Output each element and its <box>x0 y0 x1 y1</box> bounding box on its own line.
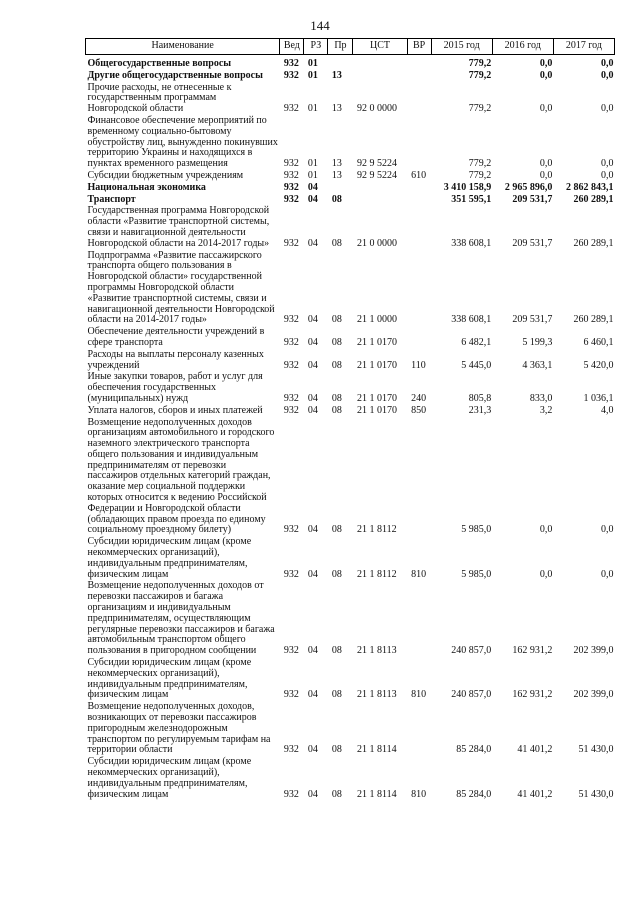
cell-2015: 779,2 <box>468 158 492 170</box>
page-number: 144 <box>310 18 330 33</box>
cell-ved: 932 <box>283 193 299 205</box>
cell-2016: 209 531,7 <box>512 237 553 249</box>
cell-name: Национальная экономика <box>87 181 206 193</box>
cell-2016: 41 401,2 <box>517 788 553 800</box>
table-row <box>86 349 615 372</box>
cell-2015: 85 284,0 <box>456 788 492 800</box>
table-row <box>86 205 615 249</box>
cell-cst: 92 9 5224 <box>356 169 397 181</box>
cell-cst: 21 1 0000 <box>356 314 397 326</box>
cell-cst <box>353 70 407 82</box>
cell-2017: 260 289,1 <box>573 193 614 205</box>
header-ved: Вед <box>280 39 304 55</box>
cell-rz: 04 <box>307 181 318 193</box>
cell-pr: 13 <box>331 103 342 115</box>
cell-2016: 162 931,2 <box>512 645 553 657</box>
cell-ved: 932 <box>283 788 299 800</box>
cell-vr: 810 <box>411 568 427 580</box>
cell-name: Иные закупки товаров, работ и услуг для обеспечения государственных (муниципальных) нужд <box>87 371 263 404</box>
cell-2017: 202 399,0 <box>573 689 614 701</box>
cell-2015: 338 608,1 <box>451 314 492 326</box>
table-row <box>86 326 615 349</box>
cell-ved: 932 <box>283 392 299 404</box>
cell-cst: 21 1 8114 <box>356 788 397 800</box>
cell-pr: 08 <box>331 359 342 371</box>
cell-2015: 338 608,1 <box>451 237 492 249</box>
cell-vr <box>407 182 431 194</box>
cell-rz: 04 <box>307 392 318 404</box>
table-row <box>86 417 615 537</box>
cell-2017: 202 399,0 <box>573 645 614 657</box>
cell-2015: 85 284,0 <box>456 744 492 756</box>
cell-ved: 932 <box>283 69 299 81</box>
header-2017: 2017 год <box>553 39 614 55</box>
cell-name: Другие общегосударственные вопросы <box>87 69 263 81</box>
cell-2016: 209 531,7 <box>512 314 553 326</box>
cell-2016: 2 965 896,0 <box>504 181 553 193</box>
cell-vr: 850 <box>411 404 427 416</box>
cell-cst: 21 1 8112 <box>356 568 397 580</box>
cell-name: Прочие расходы, не отнесенные к государственным программам Новгородской области <box>87 81 232 115</box>
cell-2017: 51 430,0 <box>578 744 614 756</box>
cell-rz: 04 <box>307 193 318 205</box>
cell-2015: 805,8 <box>468 392 492 404</box>
header-2015: 2015 год <box>431 39 492 55</box>
cell-rz: 04 <box>307 336 318 348</box>
cell-ved: 932 <box>283 645 299 657</box>
cell-2017: 0,0 <box>601 103 614 115</box>
cell-2015: 3 410 158,9 <box>443 181 492 193</box>
budget-table <box>85 38 615 800</box>
table-body <box>86 55 615 801</box>
cell-pr: 08 <box>331 788 342 800</box>
cell-pr: 08 <box>331 193 342 205</box>
cell-cst: 21 0 0000 <box>356 237 397 249</box>
cell-ved: 932 <box>283 359 299 371</box>
cell-ved: 932 <box>283 181 299 193</box>
cell-2017: 0,0 <box>601 69 614 81</box>
cell-pr: 08 <box>331 524 342 536</box>
cell-2017: 1 036,1 <box>583 392 614 404</box>
cell-name: Субсидии бюджетным учреждениям <box>87 169 244 181</box>
cell-ved: 932 <box>283 314 299 326</box>
header-name: Наименование <box>86 39 280 55</box>
cell-pr: 08 <box>331 568 342 580</box>
table-row <box>86 194 615 206</box>
cell-pr: 08 <box>331 744 342 756</box>
cell-vr <box>407 417 431 537</box>
cell-cst: 21 1 8114 <box>356 744 397 756</box>
cell-vr <box>407 115 431 170</box>
cell-ved: 932 <box>283 169 299 181</box>
table-row <box>86 536 615 580</box>
cell-rz: 01 <box>307 103 318 115</box>
cell-cst <box>353 182 407 194</box>
table-row <box>86 70 615 82</box>
table-row <box>86 371 615 404</box>
cell-cst: 21 1 8113 <box>356 689 397 701</box>
cell-2016: 0,0 <box>539 158 553 170</box>
cell-rz: 04 <box>307 524 318 536</box>
cell-rz: 01 <box>307 169 318 181</box>
header-rz: РЗ <box>304 39 328 55</box>
cell-2015: 5 445,0 <box>461 359 492 371</box>
cell-2017: 0,0 <box>601 169 614 181</box>
cell-rz: 04 <box>307 645 318 657</box>
cell-name: Возмещение недополученных доходов от перевозки пассажиров и багажа организациям и индивидуальным предпринимателям, осуществляющим регулярные перевозки пассажиров и багажа автомобильным транспортом общего пользования в пригородном сообщении <box>87 580 275 657</box>
cell-vr <box>407 701 431 756</box>
cell-ved: 932 <box>283 158 299 170</box>
cell-name: Возмещение недополученных доходов организациям автомобильного и городского наземного электрического транспорта общего пользования и индивидуальным предпринимателям от перевозки пассажиров отдельных категорий граждан, оказание мер социальной поддержки которых относится к ведению Российской Федерации и Новгородской области (обладающих правом проезда по единому социальному проездному билету) <box>87 416 275 536</box>
cell-2016: 5 199,3 <box>522 336 553 348</box>
table-row <box>86 115 615 170</box>
cell-pr: 13 <box>331 169 342 181</box>
cell-cst: 21 1 0170 <box>356 404 397 416</box>
cell-pr: 08 <box>331 336 342 348</box>
cell-name: Транспорт <box>87 193 136 205</box>
cell-rz: 01 <box>307 158 318 170</box>
cell-rz: 01 <box>307 69 318 81</box>
cell-cst: 21 1 0170 <box>356 336 397 348</box>
cell-2016: 0,0 <box>539 169 553 181</box>
table-row <box>86 580 615 657</box>
cell-2016: 0,0 <box>539 103 553 115</box>
cell-2016: 3,2 <box>539 404 553 416</box>
cell-ved: 932 <box>283 237 299 249</box>
table-row <box>86 82 615 115</box>
cell-rz: 04 <box>307 314 318 326</box>
cell-2017: 4,0 <box>601 404 614 416</box>
cell-2016: 0,0 <box>539 524 553 536</box>
cell-2016: 162 931,2 <box>512 689 553 701</box>
cell-2015: 779,2 <box>468 103 492 115</box>
cell-cst <box>353 55 407 70</box>
cell-name: Общегосударственные вопросы <box>87 58 232 69</box>
cell-pr <box>328 182 353 194</box>
table-row <box>86 182 615 194</box>
table-row <box>86 756 615 800</box>
cell-2015: 351 595,1 <box>451 193 492 205</box>
cell-2017: 0,0 <box>601 524 614 536</box>
cell-pr: 08 <box>331 237 342 249</box>
cell-name: Субсидии юридическим лицам (кроме некоммерческих организаций), индивидуальным предпринимателям, физическим лицам <box>87 536 252 580</box>
cell-pr: 08 <box>331 689 342 701</box>
cell-vr: 240 <box>411 392 427 404</box>
cell-pr: 13 <box>331 69 342 81</box>
cell-2017: 2 862 843,1 <box>566 181 614 193</box>
cell-rz: 04 <box>307 404 318 416</box>
cell-2016: 0,0 <box>539 58 553 69</box>
cell-2015: 779,2 <box>468 58 492 69</box>
cell-2015: 6 482,1 <box>461 336 492 348</box>
cell-2017: 0,0 <box>601 158 614 170</box>
cell-name: Подпрограмма «Развитие пассажирского транспорта общего пользования в Новгородской области» государственной программы Новгородской области «Развитие транспортной системы, связи и навигационной деятельности Новгородской области на 2014-2017 годы» <box>87 249 275 326</box>
cell-2017: 0,0 <box>601 568 614 580</box>
cell-ved: 932 <box>283 524 299 536</box>
cell-pr: 08 <box>331 392 342 404</box>
cell-cst: 92 9 5224 <box>356 158 397 170</box>
cell-name: Обеспечение деятельности учреждений в сфере транспорта <box>87 326 265 348</box>
cell-2017: 260 289,1 <box>573 237 614 249</box>
cell-cst: 21 1 8113 <box>356 645 397 657</box>
cell-name: Государственная программа Новгородской области «Развитие транспортной системы, связи и навигационной деятельности Новгородской области на 2014-2017 годы» <box>87 205 270 249</box>
cell-2015: 779,2 <box>468 169 492 181</box>
cell-2017: 260 289,1 <box>573 314 614 326</box>
table-row <box>86 405 615 417</box>
cell-cst: 21 1 0170 <box>356 392 397 404</box>
cell-rz: 04 <box>307 237 318 249</box>
cell-ved: 932 <box>283 689 299 701</box>
cell-pr <box>328 55 353 70</box>
header-pr: Пр <box>328 39 353 55</box>
cell-rz: 04 <box>307 788 318 800</box>
cell-cst: 92 0 0000 <box>356 103 397 115</box>
cell-name: Субсидии юридическим лицам (кроме некоммерческих организаций), индивидуальным предпринимателям, физическим лицам <box>87 756 252 800</box>
cell-name: Финансовое обеспечение мероприятий по временному социально-бытовому обустройству лиц, вынужденно покинувших территорию Украины и находящихся в пунктах временного размещения <box>87 114 278 170</box>
cell-vr: 810 <box>411 689 427 701</box>
header-row <box>86 39 615 55</box>
cell-2017: 51 430,0 <box>578 788 614 800</box>
cell-vr <box>407 55 431 70</box>
cell-rz: 01 <box>307 58 318 69</box>
cell-2016: 4 363,1 <box>522 359 553 371</box>
header-cst: ЦСТ <box>353 39 407 55</box>
cell-vr: 110 <box>411 359 426 371</box>
cell-pr: 13 <box>331 158 342 170</box>
cell-vr <box>407 82 431 115</box>
cell-2016: 0,0 <box>539 568 553 580</box>
cell-ved: 932 <box>283 568 299 580</box>
cell-2015: 231,3 <box>468 404 492 416</box>
cell-ved: 932 <box>283 103 299 115</box>
cell-2017: 6 460,1 <box>583 336 614 348</box>
cell-2015: 779,2 <box>468 69 492 81</box>
cell-vr <box>407 205 431 249</box>
cell-2016: 209 531,7 <box>512 193 553 205</box>
cell-2017: 0,0 <box>601 58 614 69</box>
cell-vr <box>407 580 431 657</box>
table-row <box>86 657 615 701</box>
cell-rz: 04 <box>307 568 318 580</box>
cell-2015: 5 985,0 <box>461 524 492 536</box>
cell-name: Возмещение недополученных доходов, возникающих от перевозки пассажиров пригородным железнодорожным транспортом по регулируемым тарифам на территории области <box>87 701 271 756</box>
cell-name: Уплата налогов, сборов и иных платежей <box>87 404 263 416</box>
cell-cst: 21 1 8112 <box>356 524 397 536</box>
cell-ved: 932 <box>283 404 299 416</box>
cell-2015: 5 985,0 <box>461 568 492 580</box>
cell-pr: 08 <box>331 314 342 326</box>
cell-cst <box>353 194 407 206</box>
cell-vr <box>407 70 431 82</box>
cell-rz: 04 <box>307 744 318 756</box>
cell-2016: 833,0 <box>529 392 553 404</box>
cell-vr: 810 <box>411 788 427 800</box>
cell-2016: 41 401,2 <box>517 744 553 756</box>
table-row <box>86 701 615 756</box>
cell-vr: 610 <box>411 169 427 181</box>
cell-name: Субсидии юридическим лицам (кроме некоммерческих организаций), индивидуальным предпринимателям, физическим лицам <box>87 657 252 701</box>
cell-ved: 932 <box>283 336 299 348</box>
cell-vr <box>407 326 431 349</box>
table-row <box>86 55 615 70</box>
cell-2015: 240 857,0 <box>451 689 492 701</box>
cell-pr: 08 <box>331 645 342 657</box>
header-vr: ВР <box>407 39 431 55</box>
cell-pr: 08 <box>331 404 342 416</box>
cell-2015: 240 857,0 <box>451 645 492 657</box>
cell-vr <box>407 194 431 206</box>
cell-rz: 04 <box>307 689 318 701</box>
cell-vr <box>407 250 431 327</box>
cell-name: Расходы на выплаты персоналу казенных учреждений <box>87 348 264 371</box>
cell-2017: 5 420,0 <box>583 359 614 371</box>
cell-cst: 21 1 0170 <box>356 359 397 371</box>
cell-ved: 932 <box>283 58 299 69</box>
table-row <box>86 170 615 182</box>
header-2016: 2016 год <box>492 39 553 55</box>
cell-2016: 0,0 <box>539 69 553 81</box>
cell-rz: 04 <box>307 359 318 371</box>
table-row <box>86 250 615 327</box>
cell-ved: 932 <box>283 744 299 756</box>
